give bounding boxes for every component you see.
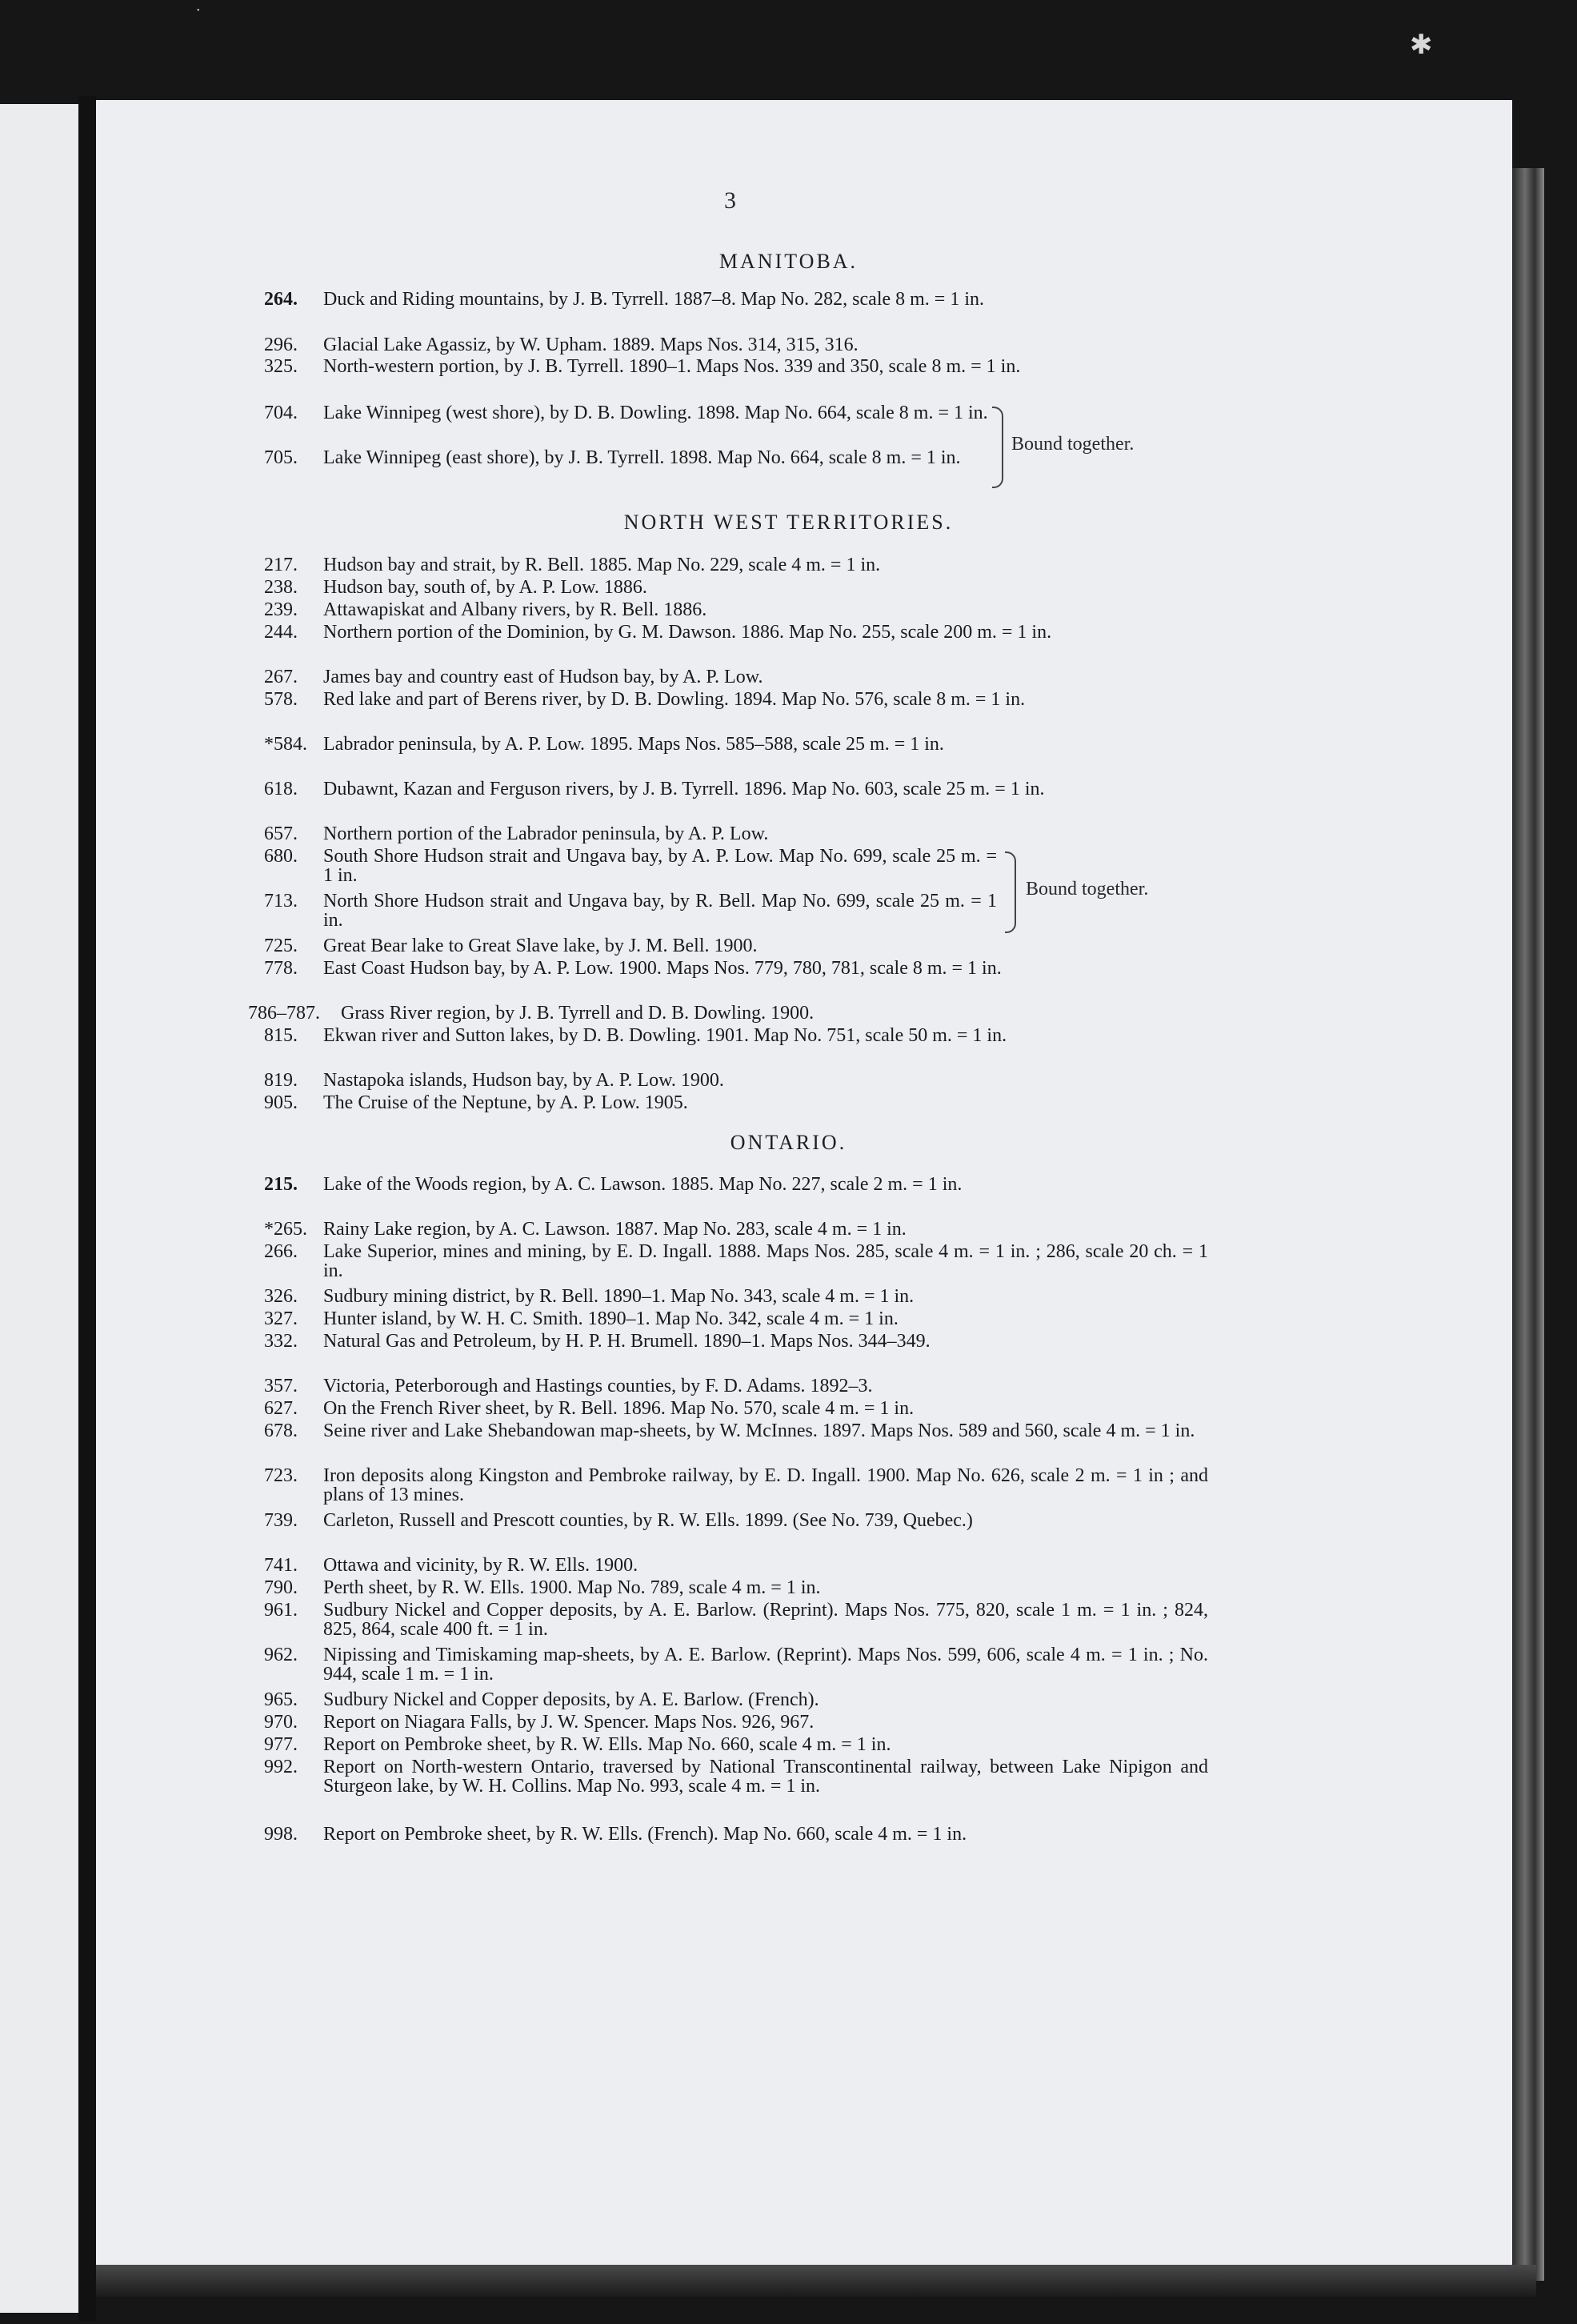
page-number: 3 xyxy=(724,187,736,214)
entry-ontario-970: 970. Report on Niagara Falls, by J. W. Spencer. Maps Nos. 926, 967. xyxy=(264,1712,815,1733)
entry-nwt-713: 713. North Shore Hudson strait and Ungava bay, by R. Bell. Map No. 699, scale 25 m. = 1 in. xyxy=(264,891,997,931)
bound-together-label: Bound together. xyxy=(1011,434,1135,455)
entry-ontario-723: 723. Iron deposits along Kingston and Pembroke railway, by E. D. Ingall. 1900. Map No. 626, scale 2 m. = 1 in ; and plans of 13 mines. xyxy=(264,1465,1208,1505)
entry-ontario-215: 215. Lake of the Woods region, by A. C. Lawson. 1885. Map No. 227, scale 2 m. = 1 in. xyxy=(264,1174,963,1195)
entry-nwt-680: 680. South Shore Hudson strait and Ungava bay, by A. P. Low. Map No. 699, scale 25 m. = 1 in. xyxy=(264,846,997,886)
entry-ontario-961: 961. Sudbury Nickel and Copper deposits, by A. E. Barlow. (Reprint). Maps Nos. 775, 820, scale 1 m. = 1 in. ; 824, 825, 864, scale 400 ft. = 1 in. xyxy=(264,1600,1208,1640)
brace-bracket xyxy=(1005,851,1016,933)
entry-ontario-266: 266. Lake Superior, mines and mining, by E. D. Ingall. 1888. Maps Nos. 285, scale 4 m. = 1 in. ; 286, scale 20 ch. = 1 in. xyxy=(264,1241,1208,1281)
entry-ontario-965: 965. Sudbury Nickel and Copper deposits, by A. E. Barlow. (French). xyxy=(264,1689,819,1710)
entry-ontario-627: 627. On the French River sheet, by R. Bell. 1896. Map No. 570, scale 4 m. = 1 in. xyxy=(264,1398,915,1419)
entry-nwt-819: 819. Nastapoka islands, Hudson bay, by A. P. Low. 1900. xyxy=(264,1070,724,1091)
entry-manitoba-296: 296. Glacial Lake Agassiz, by W. Upham. 1889. Maps Nos. 314, 315, 316. xyxy=(264,335,859,355)
entry-ontario-998: 998. Report on Pembroke sheet, by R. W. Ells. (French). Map No. 660, scale 4 m. = 1 in. xyxy=(264,1824,967,1845)
entry-nwt-778: 778. East Coast Hudson bay, by A. P. Low. 1900. Maps Nos. 779, 780, 781, scale 8 m. = 1 in. xyxy=(264,958,1002,979)
entry-nwt-578: 578. Red lake and part of Berens river, by D. B. Dowling. 1894. Map No. 576, scale 8 m. = 1 in. xyxy=(264,689,1026,710)
entry-ontario-332: 332. Natural Gas and Petroleum, by H. P. H. Brumell. 1890–1. Maps Nos. 344–349. xyxy=(264,1331,931,1352)
entry-nwt-618: 618. Dubawnt, Kazan and Ferguson rivers, by J. B. Tyrrell. 1896. Map No. 603, scale 25 m. = 1 in. xyxy=(264,779,1045,799)
entry-nwt-905: 905. The Cruise of the Neptune, by A. P. Low. 1905. xyxy=(264,1092,688,1113)
left-page-edge xyxy=(0,104,78,2313)
entry-ontario-962: 962. Nipissing and Timiskaming map-sheets, by A. E. Barlow. (Reprint). Maps Nos. 599, 606, scale 4 m. = 1 in. ; No. 944, scale 1 m. = 1 in. xyxy=(264,1645,1208,1685)
brace-bracket xyxy=(992,407,1003,488)
entry-nwt-217: 217. Hudson bay and strait, by R. Bell. 1885. Map No. 229, scale 4 m. = 1 in. xyxy=(264,555,881,575)
speck: • xyxy=(197,6,200,15)
entry-manitoba-325: 325. North-western portion, by J. B. Tyrrell. 1890–1. Maps Nos. 339 and 350, scale 8 m. = 1 in. xyxy=(264,356,1021,377)
bound-together-label: Bound together. xyxy=(1026,879,1149,900)
entry-nwt-267: 267. James bay and country east of Hudson bay, by A. P. Low. xyxy=(264,667,763,687)
section-heading-nwt: NORTH WEST TERRITORIES. xyxy=(623,511,954,534)
entry-ontario-739: 739. Carleton, Russell and Prescott counties, by R. W. Ells. 1899. (See No. 739, Quebec.) xyxy=(264,1510,973,1531)
entry-ontario-977: 977. Report on Pembroke sheet, by R. W. Ells. Map No. 660, scale 4 m. = 1 in. xyxy=(264,1734,891,1755)
entry-nwt-725: 725. Great Bear lake to Great Slave lake, by J. M. Bell. 1900. xyxy=(264,936,758,956)
section-heading-ontario: ONTARIO. xyxy=(730,1131,847,1154)
entry-ontario-790: 790. Perth sheet, by R. W. Ells. 1900. Map No. 789, scale 4 m. = 1 in. xyxy=(264,1577,821,1598)
page-edge-bottom xyxy=(96,2265,1536,2297)
book-gutter xyxy=(78,96,96,2321)
entry-nwt-786-787: 786–787. Grass River region, by J. B. Tyrrell and D. B. Dowling. 1900. xyxy=(248,1003,815,1024)
entry-ontario-357: 357. Victoria, Peterborough and Hastings counties, by F. D. Adams. 1892–3. xyxy=(264,1376,873,1396)
entry-manitoba-704: 704. Lake Winnipeg (west shore), by D. B. Dowling. 1898. Map No. 664, scale 8 m. = 1 in. xyxy=(264,403,988,423)
entry-ontario-992: 992. Report on North-western Ontario, traversed by National Transcontinental railway, between Lake Nipigon and Sturgeon lake, by W. H. Collins. Map No. 993, scale 4 m. = 1 in. xyxy=(264,1757,1208,1797)
entry-nwt-584: *584. Labrador peninsula, by A. P. Low. 1895. Maps Nos. 585–588, scale 25 m. = 1 in. xyxy=(264,734,944,755)
entry-ontario-741: 741. Ottawa and vicinity, by R. W. Ells. 1900. xyxy=(264,1555,638,1576)
entry-manitoba-705: 705. Lake Winnipeg (east shore), by J. B. Tyrrell. 1898. Map No. 664, scale 8 m. = 1 in. xyxy=(264,447,961,468)
entry-nwt-815: 815. Ekwan river and Sutton lakes, by D. B. Dowling. 1901. Map No. 751, scale 50 m. = 1 in. xyxy=(264,1025,1007,1046)
entry-nwt-239: 239. Attawapiskat and Albany rivers, by R. Bell. 1886. xyxy=(264,599,707,620)
entry-nwt-244: 244. Northern portion of the Dominion, by G. M. Dawson. 1886. Map No. 255, scale 200 m. = 1 in. xyxy=(264,622,1052,643)
entry-nwt-657: 657. Northern portion of the Labrador peninsula, by A. P. Low. xyxy=(264,823,769,844)
entry-ontario-678: 678. Seine river and Lake Shebandowan map-sheets, by W. McInnes. 1897. Maps Nos. 589 and 560, scale 4 m. = 1 in. xyxy=(264,1420,1195,1441)
section-heading-manitoba: MANITOBA. xyxy=(718,250,859,273)
entry-ontario-265: *265. Rainy Lake region, by A. C. Lawson. 1887. Map No. 283, scale 4 m. = 1 in. xyxy=(264,1219,907,1240)
star-mark-icon: ✱ xyxy=(1410,29,1433,61)
entry-ontario-326: 326. Sudbury mining district, by R. Bell. 1890–1. Map No. 343, scale 4 m. = 1 in. xyxy=(264,1286,915,1307)
entry-ontario-327: 327. Hunter island, by W. H. C. Smith. 1890–1. Map No. 342, scale 4 m. = 1 in. xyxy=(264,1308,899,1329)
page-edge-right xyxy=(1512,168,1544,2281)
entry-nwt-238: 238. Hudson bay, south of, by A. P. Low. 1886. xyxy=(264,577,647,598)
entry-manitoba-264: 264. Duck and Riding mountains, by J. B. Tyrrell. 1887–8. Map No. 282, scale 8 m. = 1 in. xyxy=(264,289,985,310)
